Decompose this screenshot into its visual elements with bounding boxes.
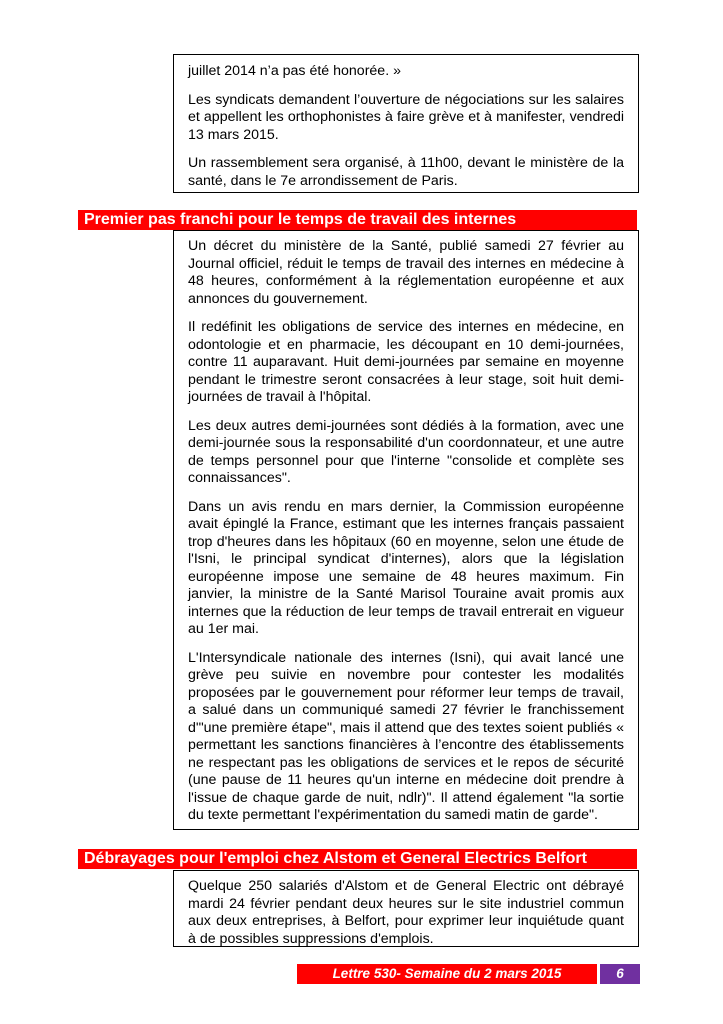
paragraph: Les deux autres demi-journées sont dédiés à la formation, avec une demi-journée sous la responsabilité d'un coordonnateur, et une autre de temps personnel pour que l'interne "consolide et complète ses connaissances". xyxy=(188,417,624,486)
page-number: 6 xyxy=(600,964,640,984)
paragraph: L'Intersyndicale nationale des internes (Isni), qui avait lancé une grève peu suivie en novembre pour contester les modalités proposées par le gouvernement pour réformer leur temps de travail, a salué dans un communiqué samedi 27 février le franchissement d'"une première étape", mais il attend que des textes soient publiés « permettant les sanctions financières à l’encontre des établissements ne respectant pas les obligations de services et le repos de sécurité (une pause de 11 heures qu'un interne en médecine doit prendre à l'issue de chaque garde de nuit, ndlr)". Il attend également "la sortie du texte permettant l'expérimentation du samedi matin de garde". xyxy=(188,649,624,823)
article-internes-box xyxy=(173,230,639,830)
page-footer xyxy=(297,964,640,984)
article-continuation-box xyxy=(173,54,639,193)
footer-label: Lettre 530- Semaine du 2 mars 2015 xyxy=(297,964,597,984)
article-alstom-box xyxy=(173,870,639,947)
paragraph: Les syndicats demandent l’ouverture de négociations sur les salaires et appellent les orthophonistes à faire grève et à manifester, vendredi 13 mars 2015. xyxy=(188,91,624,143)
section-title-internes: Premier pas franchi pour le temps de travail des internes xyxy=(78,210,637,230)
paragraph: Dans un avis rendu en mars dernier, la Commission européenne avait épinglé la France, estimant que les internes français passaient trop d'heures dans les hôpitaux (60 en moyenne, selon une étude de l'Isni, le principal syndicat d'internes), alors que la législation européenne impose une semaine de 48 heures maximum. Fin janvier, la ministre de la Santé Marisol Touraine avait promis aux internes que la réduction de leur temps de travail entrerait en vigueur au 1er mai. xyxy=(188,498,624,637)
paragraph: juillet 2014 n’a pas été honorée. » xyxy=(188,63,401,79)
paragraph: Un rassemblement sera organisé, à 11h00, devant le ministère de la santé, dans le 7e arrondissement de Paris. xyxy=(188,155,624,189)
paragraph: Quelque 250 salariés d'Alstom et de General Electric ont débrayé mardi 24 février pendant deux heures sur le site industriel commun aux deux entreprises, à Belfort, pour exprimer leur inquiétude quant à de possibles suppressions d'emplois. xyxy=(188,878,624,947)
paragraph: Il redéfinit les obligations de service des internes en médecine, en odontologie et en pharmacie, les découpant en 10 demi-journées, contre 11 auparavant. Huit demi-journées par semaine en moyenne pendant le trimestre seront consacrées à leur stage, soit huit demi-journées de travail à l'hôpital. xyxy=(188,319,624,405)
paragraph: Un décret du ministère de la Santé, publié samedi 27 février au Journal officiel, réduit le temps de travail des internes en médecine à 48 heures, conformément à la réglementation européenne et aux annonces du gouvernement. xyxy=(188,238,624,307)
section-title-alstom: Débrayages pour l'emploi chez Alstom et General Electrics Belfort xyxy=(78,849,637,869)
